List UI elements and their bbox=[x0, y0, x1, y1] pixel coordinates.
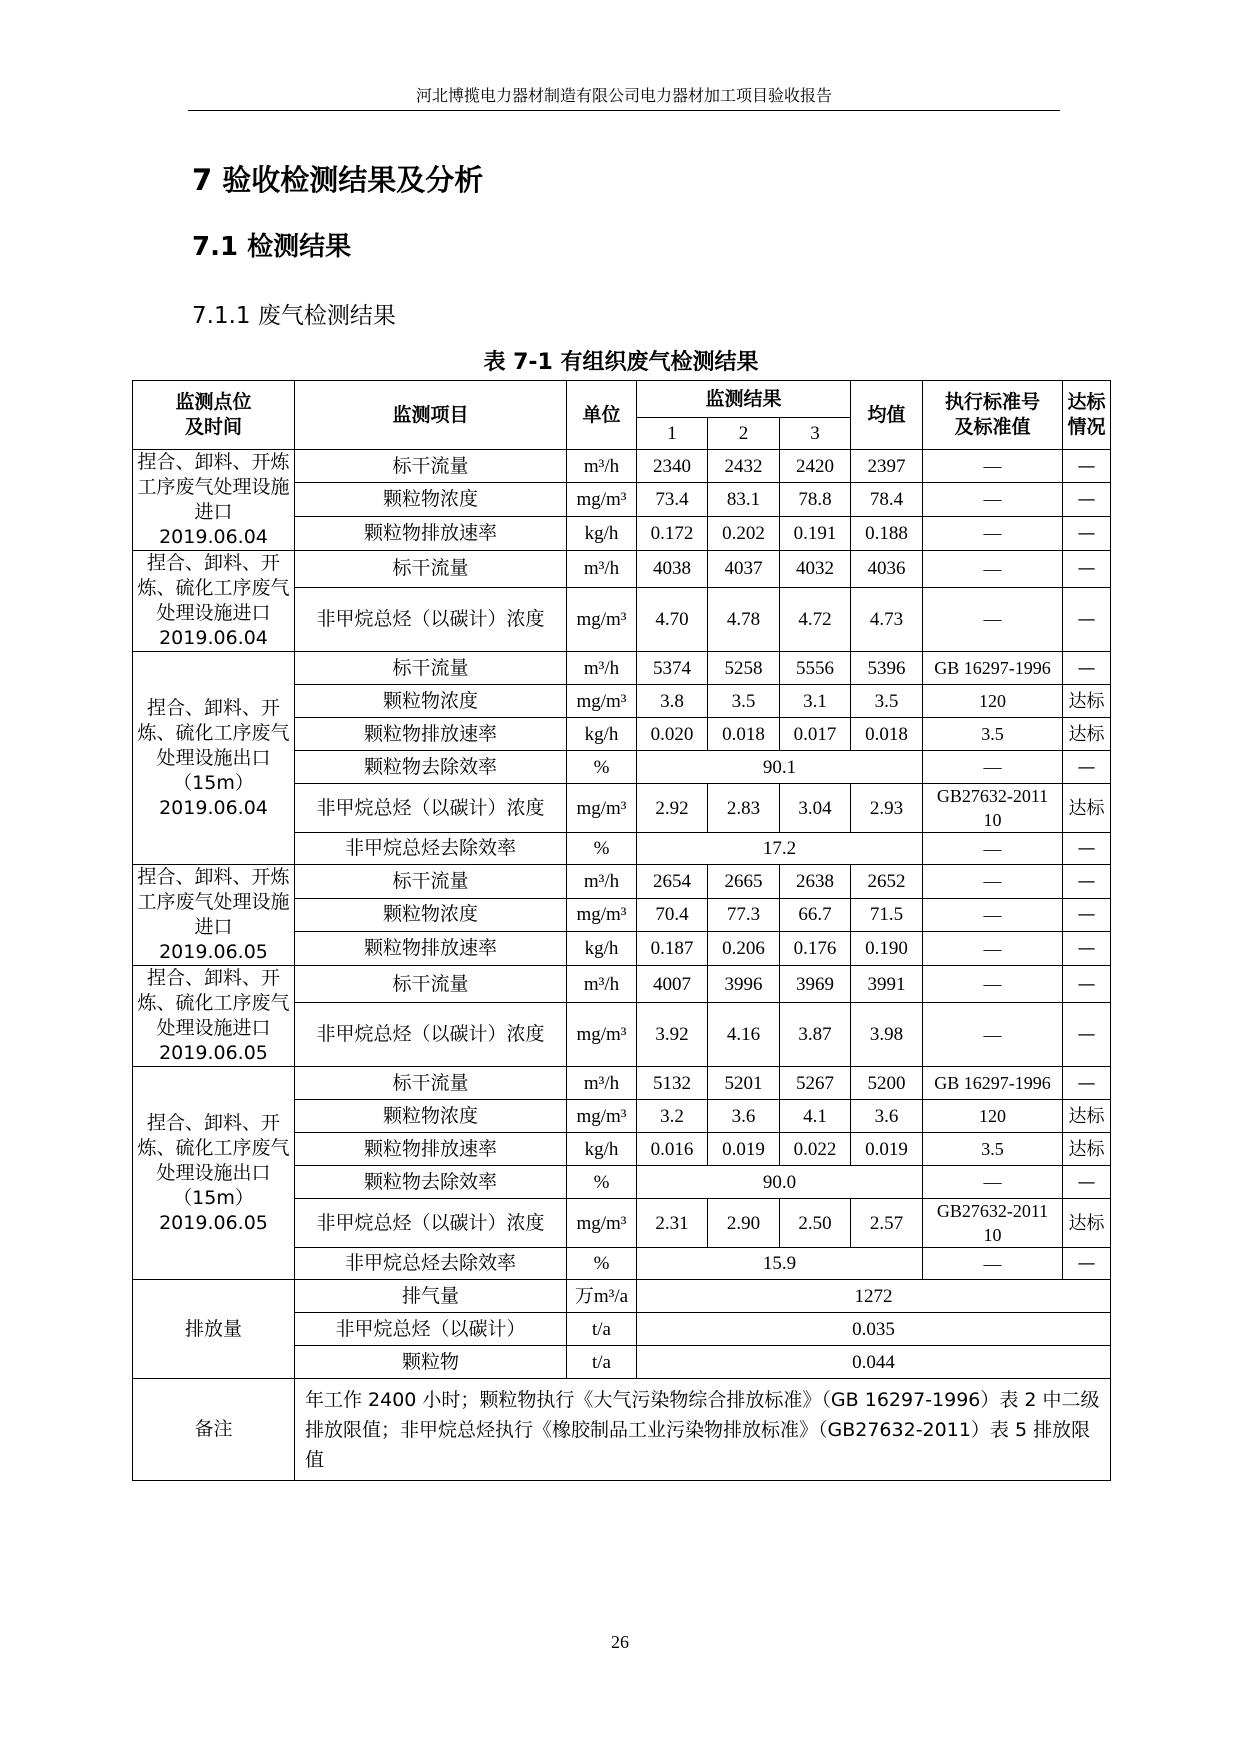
monitoring-item: 颗粒物排放速率 bbox=[295, 516, 567, 550]
compliance-status: — bbox=[1063, 652, 1111, 685]
result-1: 4007 bbox=[637, 966, 708, 1003]
table-row bbox=[133, 1379, 1111, 1481]
emission-unit: t/a bbox=[567, 1346, 637, 1379]
unit-cell: mg/m³ bbox=[567, 483, 637, 516]
compliance-status: — bbox=[1063, 833, 1111, 865]
monitoring-item: 标干流量 bbox=[295, 551, 567, 588]
compliance-status: 达标 bbox=[1063, 1133, 1111, 1166]
header-item: 监测项目 bbox=[295, 381, 567, 450]
standard-value: — bbox=[923, 1166, 1063, 1199]
compliance-status: 达标 bbox=[1063, 784, 1111, 833]
monitoring-item: 颗粒物浓度 bbox=[295, 1100, 567, 1133]
standard-value: — bbox=[923, 932, 1063, 966]
compliance-status: 达标 bbox=[1063, 1100, 1111, 1133]
compliance-status: — bbox=[1063, 966, 1111, 1003]
header-rule bbox=[188, 110, 1060, 111]
section-heading: 7.1 检测结果 bbox=[192, 232, 352, 262]
merged-result: 17.2 bbox=[637, 833, 923, 865]
result-average: 2.57 bbox=[851, 1199, 923, 1248]
result-3: 5267 bbox=[780, 1067, 851, 1100]
compliance-status: — bbox=[1063, 1067, 1111, 1100]
result-2: 5201 bbox=[708, 1067, 780, 1100]
result-average: 2.93 bbox=[851, 784, 923, 833]
standard-value: — bbox=[923, 1003, 1063, 1067]
emission-results-table bbox=[132, 380, 1111, 1481]
unit-cell: % bbox=[567, 1166, 637, 1199]
running-header: 河北博揽电力器材制造有限公司电力器材加工项目验收报告 bbox=[415, 88, 832, 105]
result-3: 3969 bbox=[780, 966, 851, 1003]
unit-cell: kg/h bbox=[567, 516, 637, 550]
result-1: 73.4 bbox=[637, 483, 708, 516]
monitoring-item: 标干流量 bbox=[295, 865, 567, 899]
standard-value: — bbox=[923, 1248, 1063, 1280]
monitoring-item: 标干流量 bbox=[295, 1067, 567, 1100]
unit-cell: m³/h bbox=[567, 652, 637, 685]
result-average: 0.018 bbox=[851, 718, 923, 751]
standard-value: — bbox=[923, 966, 1063, 1003]
standard-value: — bbox=[923, 587, 1063, 651]
result-average: 2397 bbox=[851, 450, 923, 483]
compliance-status: — bbox=[1063, 1248, 1111, 1280]
compliance-status: — bbox=[1063, 1003, 1111, 1067]
standard-value: 120 bbox=[923, 1100, 1063, 1133]
standard-value: GB 16297-1996 bbox=[923, 652, 1063, 685]
monitoring-item: 颗粒物排放速率 bbox=[295, 1133, 567, 1166]
result-1: 3.2 bbox=[637, 1100, 708, 1133]
monitoring-item: 非甲烷总烃（以碳计）浓度 bbox=[295, 1003, 567, 1067]
monitoring-item: 标干流量 bbox=[295, 652, 567, 685]
emission-value: 1272 bbox=[637, 1280, 1111, 1313]
result-average: 0.188 bbox=[851, 516, 923, 550]
result-3: 3.87 bbox=[780, 1003, 851, 1067]
monitoring-item: 非甲烷总烃（以碳计）浓度 bbox=[295, 1199, 567, 1248]
result-2: 2.83 bbox=[708, 784, 780, 833]
unit-cell: m³/h bbox=[567, 450, 637, 483]
monitoring-location: 捏合、卸料、开炼工序废气处理设施进口 2019.06.04 bbox=[133, 450, 295, 551]
table-row bbox=[133, 865, 1111, 899]
result-3: 78.8 bbox=[780, 483, 851, 516]
unit-cell: kg/h bbox=[567, 932, 637, 966]
unit-cell: mg/m³ bbox=[567, 1199, 637, 1248]
result-3: 0.176 bbox=[780, 932, 851, 966]
result-2: 0.202 bbox=[708, 516, 780, 550]
result-1: 0.172 bbox=[637, 516, 708, 550]
standard-value: 3.5 bbox=[923, 1133, 1063, 1166]
result-average: 4036 bbox=[851, 551, 923, 588]
compliance-status: 达标 bbox=[1063, 718, 1111, 751]
page-number: 26 bbox=[611, 1632, 629, 1652]
standard-value: — bbox=[923, 865, 1063, 899]
emission-item: 非甲烷总烃（以碳计） bbox=[295, 1313, 567, 1346]
result-1: 5132 bbox=[637, 1067, 708, 1100]
result-average: 5396 bbox=[851, 652, 923, 685]
monitoring-item: 非甲烷总烃去除效率 bbox=[295, 1248, 567, 1280]
standard-value: 3.5 bbox=[923, 718, 1063, 751]
result-3: 0.022 bbox=[780, 1133, 851, 1166]
remarks-label: 备注 bbox=[133, 1379, 295, 1481]
emission-value: 0.035 bbox=[637, 1313, 1111, 1346]
result-2: 83.1 bbox=[708, 483, 780, 516]
result-average: 78.4 bbox=[851, 483, 923, 516]
result-3: 66.7 bbox=[780, 898, 851, 932]
monitoring-item: 颗粒物去除效率 bbox=[295, 1166, 567, 1199]
result-1: 2654 bbox=[637, 865, 708, 899]
unit-cell: mg/m³ bbox=[567, 685, 637, 718]
result-1: 0.016 bbox=[637, 1133, 708, 1166]
unit-cell: mg/m³ bbox=[567, 587, 637, 651]
compliance-status: — bbox=[1063, 516, 1111, 550]
standard-value: — bbox=[923, 450, 1063, 483]
result-2: 77.3 bbox=[708, 898, 780, 932]
remarks-text: 年工作 2400 小时；颗粒物执行《大气污染物综合排放标准》（GB 16297-1996）表 2 中二级排放限值；非甲烷总烃执行《橡胶制品工业污染物排放标准》（GB27632-2011）表 5 排放限值 bbox=[295, 1379, 1111, 1481]
result-2: 0.019 bbox=[708, 1133, 780, 1166]
monitoring-location: 捏合、卸料、开炼、硫化工序废气处理设施进口 2019.06.04 bbox=[133, 551, 295, 652]
result-average: 4.73 bbox=[851, 587, 923, 651]
header-average: 均值 bbox=[851, 381, 923, 450]
header-results: 监测结果 bbox=[637, 381, 851, 418]
standard-value: — bbox=[923, 516, 1063, 550]
result-average: 0.190 bbox=[851, 932, 923, 966]
result-3: 0.017 bbox=[780, 718, 851, 751]
monitoring-item: 非甲烷总烃去除效率 bbox=[295, 833, 567, 865]
result-1: 0.020 bbox=[637, 718, 708, 751]
monitoring-item: 颗粒物浓度 bbox=[295, 685, 567, 718]
unit-cell: % bbox=[567, 833, 637, 865]
merged-result: 15.9 bbox=[637, 1248, 923, 1280]
result-3: 2638 bbox=[780, 865, 851, 899]
standard-value: — bbox=[923, 898, 1063, 932]
table-row bbox=[133, 551, 1111, 588]
unit-cell: % bbox=[567, 1248, 637, 1280]
result-1: 4038 bbox=[637, 551, 708, 588]
result-1: 2340 bbox=[637, 450, 708, 483]
result-2: 3996 bbox=[708, 966, 780, 1003]
subsection-heading: 7.1.1 废气检测结果 bbox=[192, 303, 396, 329]
result-2: 0.018 bbox=[708, 718, 780, 751]
standard-value: GB27632-2011 10 bbox=[923, 784, 1063, 833]
compliance-status: — bbox=[1063, 587, 1111, 651]
result-average: 2652 bbox=[851, 865, 923, 899]
emission-unit: 万m³/a bbox=[567, 1280, 637, 1313]
standard-value: GB 16297-1996 bbox=[923, 1067, 1063, 1100]
table-row bbox=[133, 652, 1111, 685]
unit-cell: mg/m³ bbox=[567, 784, 637, 833]
result-3: 0.191 bbox=[780, 516, 851, 550]
result-2: 2.90 bbox=[708, 1199, 780, 1248]
monitoring-item: 非甲烷总烃（以碳计）浓度 bbox=[295, 784, 567, 833]
result-2: 4.16 bbox=[708, 1003, 780, 1067]
table-row bbox=[133, 1280, 1111, 1313]
header-unit: 单位 bbox=[567, 381, 637, 450]
compliance-status: 达标 bbox=[1063, 685, 1111, 718]
result-3: 4.1 bbox=[780, 1100, 851, 1133]
result-average: 3.98 bbox=[851, 1003, 923, 1067]
monitoring-item: 标干流量 bbox=[295, 450, 567, 483]
header-location: 监测点位 及时间 bbox=[133, 381, 295, 450]
monitoring-location: 捏合、卸料、开炼工序废气处理设施进口 2019.06.05 bbox=[133, 865, 295, 966]
result-3: 3.04 bbox=[780, 784, 851, 833]
emission-unit: t/a bbox=[567, 1313, 637, 1346]
standard-value: — bbox=[923, 483, 1063, 516]
emissions-label: 排放量 bbox=[133, 1280, 295, 1379]
unit-cell: m³/h bbox=[567, 865, 637, 899]
result-3: 4.72 bbox=[780, 587, 851, 651]
result-3: 4032 bbox=[780, 551, 851, 588]
result-1: 2.92 bbox=[637, 784, 708, 833]
compliance-status: — bbox=[1063, 483, 1111, 516]
standard-value: GB27632-2011 10 bbox=[923, 1199, 1063, 1248]
header-result-3: 3 bbox=[780, 418, 851, 450]
monitoring-item: 颗粒物排放速率 bbox=[295, 718, 567, 751]
table-row bbox=[133, 966, 1111, 1003]
result-1: 70.4 bbox=[637, 898, 708, 932]
compliance-status: — bbox=[1063, 1166, 1111, 1199]
result-3: 2420 bbox=[780, 450, 851, 483]
result-2: 3.6 bbox=[708, 1100, 780, 1133]
header-status: 达标 情况 bbox=[1063, 381, 1111, 450]
header-result-1: 1 bbox=[637, 418, 708, 450]
unit-cell: % bbox=[567, 751, 637, 784]
header-result-2: 2 bbox=[708, 418, 780, 450]
merged-result: 90.0 bbox=[637, 1166, 923, 1199]
unit-cell: m³/h bbox=[567, 1067, 637, 1100]
result-average: 3.5 bbox=[851, 685, 923, 718]
table-caption: 表 7-1 有组织废气检测结果 bbox=[483, 350, 759, 375]
emission-item: 颗粒物 bbox=[295, 1346, 567, 1379]
monitoring-location: 捏合、卸料、开炼、硫化工序废气处理设施出口（15m） 2019.06.04 bbox=[133, 652, 295, 865]
result-1: 2.31 bbox=[637, 1199, 708, 1248]
unit-cell: kg/h bbox=[567, 1133, 637, 1166]
compliance-status: — bbox=[1063, 450, 1111, 483]
emission-item: 排气量 bbox=[295, 1280, 567, 1313]
monitoring-item: 颗粒物去除效率 bbox=[295, 751, 567, 784]
standard-value: — bbox=[923, 751, 1063, 784]
unit-cell: mg/m³ bbox=[567, 1003, 637, 1067]
compliance-status: — bbox=[1063, 751, 1111, 784]
unit-cell: mg/m³ bbox=[567, 1100, 637, 1133]
result-average: 3991 bbox=[851, 966, 923, 1003]
chapter-heading: 7 验收检测结果及分析 bbox=[192, 163, 484, 197]
result-average: 3.6 bbox=[851, 1100, 923, 1133]
unit-cell: m³/h bbox=[567, 551, 637, 588]
compliance-status: — bbox=[1063, 898, 1111, 932]
unit-cell: m³/h bbox=[567, 966, 637, 1003]
monitoring-item: 标干流量 bbox=[295, 966, 567, 1003]
result-2: 4.78 bbox=[708, 587, 780, 651]
result-1: 4.70 bbox=[637, 587, 708, 651]
standard-value: 120 bbox=[923, 685, 1063, 718]
result-average: 5200 bbox=[851, 1067, 923, 1100]
standard-value: — bbox=[923, 833, 1063, 865]
standard-value: — bbox=[923, 551, 1063, 588]
compliance-status: 达标 bbox=[1063, 1199, 1111, 1248]
unit-cell: kg/h bbox=[567, 718, 637, 751]
compliance-status: — bbox=[1063, 865, 1111, 899]
monitoring-item: 非甲烷总烃（以碳计）浓度 bbox=[295, 587, 567, 651]
result-3: 2.50 bbox=[780, 1199, 851, 1248]
result-average: 0.019 bbox=[851, 1133, 923, 1166]
result-2: 2665 bbox=[708, 865, 780, 899]
result-2: 4037 bbox=[708, 551, 780, 588]
monitoring-item: 颗粒物排放速率 bbox=[295, 932, 567, 966]
emission-value: 0.044 bbox=[637, 1346, 1111, 1379]
result-average: 71.5 bbox=[851, 898, 923, 932]
monitoring-item: 颗粒物浓度 bbox=[295, 483, 567, 516]
merged-result: 90.1 bbox=[637, 751, 923, 784]
monitoring-location: 捏合、卸料、开炼、硫化工序废气处理设施进口 2019.06.05 bbox=[133, 966, 295, 1067]
result-3: 5556 bbox=[780, 652, 851, 685]
monitoring-item: 颗粒物浓度 bbox=[295, 898, 567, 932]
result-3: 3.1 bbox=[780, 685, 851, 718]
monitoring-location: 捏合、卸料、开炼、硫化工序废气处理设施出口（15m） 2019.06.05 bbox=[133, 1067, 295, 1280]
compliance-status: — bbox=[1063, 551, 1111, 588]
result-1: 3.8 bbox=[637, 685, 708, 718]
result-2: 2432 bbox=[708, 450, 780, 483]
result-1: 5374 bbox=[637, 652, 708, 685]
result-2: 5258 bbox=[708, 652, 780, 685]
result-2: 0.206 bbox=[708, 932, 780, 966]
table-row bbox=[133, 1067, 1111, 1100]
result-1: 0.187 bbox=[637, 932, 708, 966]
compliance-status: — bbox=[1063, 932, 1111, 966]
unit-cell: mg/m³ bbox=[567, 898, 637, 932]
result-1: 3.92 bbox=[637, 1003, 708, 1067]
result-2: 3.5 bbox=[708, 685, 780, 718]
header-standard: 执行标准号 及标准值 bbox=[923, 381, 1063, 450]
table-row bbox=[133, 450, 1111, 483]
